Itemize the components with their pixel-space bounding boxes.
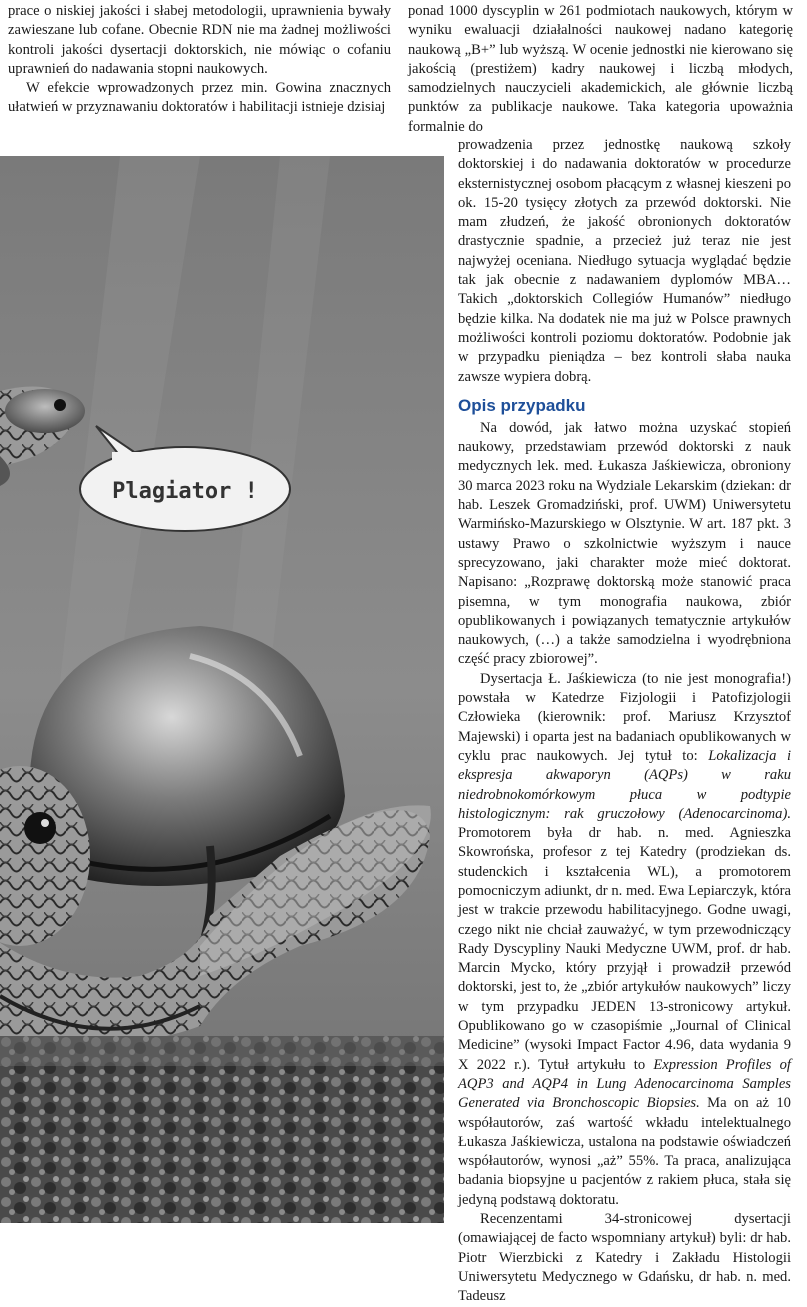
dissertation-title: Lokalizacja i ekspresja akwaporyn (AQPs) w raku niedrobnokomórkowym płuca w podtypie histologicznym: rak gruczołowy (Adenocarcinoma). bbox=[458, 747, 791, 822]
paragraph bbox=[458, 670, 791, 1210]
text-run: Promotorem była dr hab. n. med. Agnieszka Skowrońska, profesor z tej Katedry (prodziekan ds. studenckich i kształcenia WL), a promotorem pomocniczym adiunkt, dr n. med. Ewa Lepiarczyk, która jest w trakcie przewodu habilitacyjnego. Godne uwagi, czego nikt nie chciał zauważyć, w tym przewodniczący Rady Dyscypliny Nauki Medyczne UWM, prof. dr hab. Marcin Mycko, który przyjął i prowadził przewód doktorski, jest to, że „zbiór artykułów naukowych” liczy w tym przypadku JEDEN 13-stronicowy artykuł. Opublikowano go w czasopiśmie „Journal of Clinical Medicine” (wysoki Impact Factor 4.96, data wydania 9 X 2022 r.). Tytuł artykułu to bbox=[458, 825, 791, 1073]
paragraph: ponad 1000 dyscyplin w 261 podmiotach naukowych, którym w wyniku ewaluacji działalności naukowej nadano kategorię naukową „B+” lub wyższą. W ocenie jednostki nie kierowano się jakością (prestiżem) kadry naukowej i liczbą młodych, samodzielnych nauczycieli akademickich, ale głównie liczbą punktów za publikacje naukowe. Taka kategoria upoważnia formalnie do bbox=[408, 3, 793, 135]
right-column-main bbox=[458, 136, 791, 1307]
left-column-top bbox=[8, 2, 391, 118]
paragraph: prowadzenia przez jednostkę naukową szkoły doktorskiej i do nadawania doktoratów w procedurze eksternistycznej osobom płacącym z własnej kieszeni po ok. 15-20 tysięcy złotych za przewód doktorski. Nie mam złudzeń, że jakość obronionych doktoratów drastycznie spadnie, a przecież już teraz nie jest najwyżej oceniana. Niedługo sytuacja wyglądać będzie tak jak obecnie z nadawaniem dyplomów MBA… Takich „doktorskich Collegiów Humanów” niedługo będzie kilka. Na dodatek nie ma już w Polsce prawnych możliwości kontroli poziomu doktoratów. Podobnie jak w przypadku pieniądza – bez kontroli słaba nauka zawsze wypiera dobrą. bbox=[458, 137, 791, 385]
right-column-top bbox=[408, 2, 793, 137]
text-run: Ma on aż 10 współautorów, zaś wartość wkładu intelektualnego Łukasza Jaśkiewicza, ustalona na podstawie oświadczeń współautorów, wynosi „aż” 55%. Ta praca, analizująca badania biopsyjne u pacjentów z rakiem płuca, stała się jedyną podstawą doktoratu. bbox=[458, 1095, 791, 1208]
paragraph: W efekcie wprowadzonych przez min. Gowina znacznych ułatwień w przyznawaniu doktoratów i habilitacji istnieje dzisiaj bbox=[8, 80, 391, 116]
section-heading: Opis przypadku bbox=[458, 395, 586, 415]
paragraph: Na dowód, jak łatwo można uzyskać stopień naukowy, przedstawiam przewód doktorski z nauk medycznych lek. med. Łukasza Jaśkiewicza, obroniony 30 marca 2023 roku na Wydziale Lekarskim (dziekan: dr hab. Leszek Gromadziński, prof. UWM) Uniwersytetu Warmińsko-Mazurskiego w Olsztynie. W art. 187 pkt. 3 ustawy Prawo o szkolnictwie wyższym i nauce sprecyzowano, jaki charakter może mieć doktorat. Napisano: „Rozprawę doktorską może stanowić praca pisemna, w tym monografia naukowa, zbiór opublikowanych i powiązanych tematycznie artykułów naukowych, (…) a także samodzielna i wyodrębniona część pracy zbiorowej”. bbox=[458, 419, 791, 668]
article-title: Expression Profiles of AQP3 and AQP4 in Lung Adenocarcinoma Samples Generated via Bronchoscopic Biopsies. bbox=[458, 1056, 791, 1112]
turtle-illustration bbox=[0, 156, 444, 1223]
text-run: Dysertacja Ł. Jaśkiewicza (to nie jest monografia!) powstała w Katedrze Fizjologii i Patofizjologii Człowieka (kierownik: prof. Mariusz Krzysztof Majewski) i oparta jest na badaniach opublikowanych w cyklu prac naukowych. Jej tytuł to: bbox=[458, 670, 791, 764]
paragraph: Recenzentami 34-stronicowej dysertacji (omawiającej de facto wspomniany artykuł) byli: dr hab. Piotr Wierzbicki z Katedry i Zakładu Histologii Uniwersytetu Medycznego w Gdańsku, dr hab. n. med. Tadeusz bbox=[458, 1211, 791, 1305]
bubble-text: Plagiator ! bbox=[112, 479, 258, 504]
paragraph: prace o niskiej jakości i słabej metodologii, uprawnienia bywały zawieszane lub cofane. Obecnie RDN nie ma żadnej możliwości kontroli jakości dysertacji doktorskich, nie mówiąc o cofaniu uprawnień do nadawania stopni naukowych. bbox=[8, 3, 391, 77]
